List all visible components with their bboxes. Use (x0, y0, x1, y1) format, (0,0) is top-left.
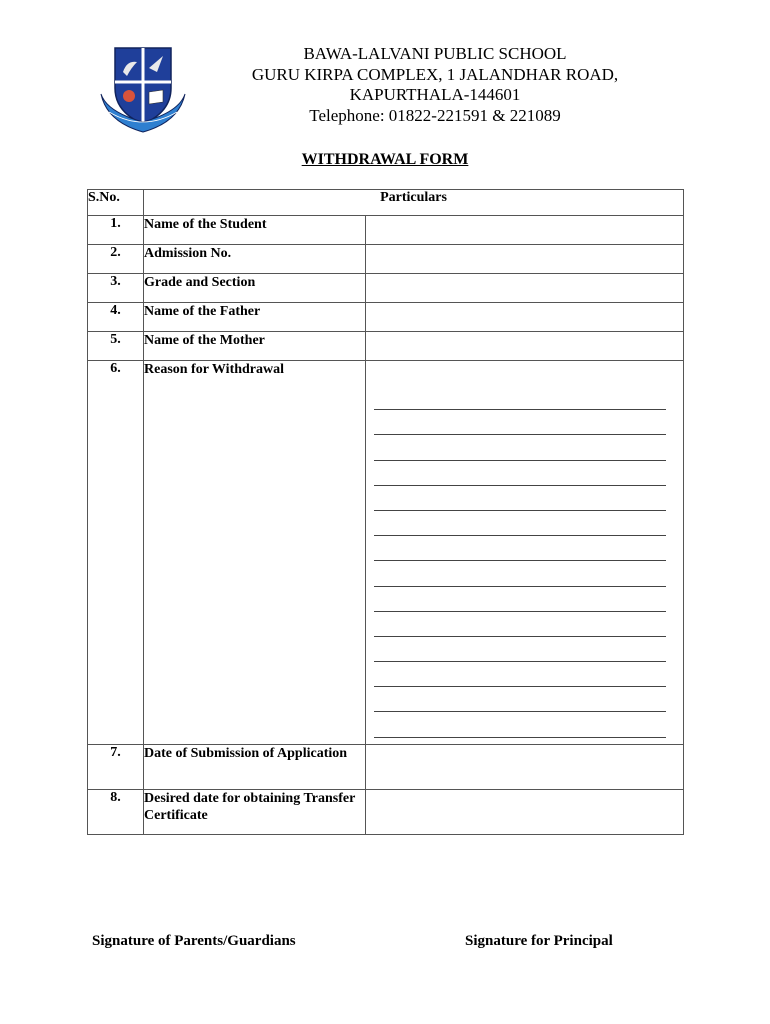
reason-writing-lines (366, 361, 683, 738)
row-number: 8. (88, 790, 144, 835)
table-row (88, 245, 684, 274)
tc-date-field[interactable] (366, 790, 684, 835)
writing-line (374, 461, 666, 486)
form-title: WITHDRAWAL FORM (301, 151, 469, 168)
table-row (88, 332, 684, 361)
row-number: 6. (88, 361, 144, 745)
writing-line (374, 511, 666, 536)
writing-line (374, 712, 666, 737)
writing-line (374, 587, 666, 612)
row-number: 7. (88, 745, 144, 790)
row-label: Name of the Mother (144, 332, 366, 361)
row-number: 2. (88, 245, 144, 274)
grade-section-field[interactable] (366, 274, 684, 303)
sno-header: S.No. (88, 190, 144, 216)
student-name-field[interactable] (366, 216, 684, 245)
father-name-field[interactable] (366, 303, 684, 332)
school-name: BAWA-LALVANI PUBLIC SCHOOL (303, 44, 567, 63)
row-number: 1. (88, 216, 144, 245)
row-label: Desired date for obtaining Transfer Certificate (144, 790, 366, 835)
table-row (88, 361, 684, 745)
table-row (88, 216, 684, 245)
writing-line (374, 637, 666, 662)
school-address-line1: GURU KIRPA COMPLEX, 1 JALANDHAR ROAD, (251, 64, 619, 84)
row-label: Date of Submission of Application (144, 745, 366, 790)
withdrawal-form-table (87, 189, 684, 835)
writing-line (374, 486, 666, 511)
admission-no-field[interactable] (366, 245, 684, 274)
writing-line (374, 435, 666, 460)
submission-date-field[interactable] (366, 745, 684, 790)
writing-line (374, 612, 666, 637)
writing-line (374, 662, 666, 687)
row-number: 4. (88, 303, 144, 332)
school-header (200, 44, 670, 126)
row-label: Name of the Father (144, 303, 366, 332)
row-label: Name of the Student (144, 216, 366, 245)
table-row (88, 303, 684, 332)
table-row (88, 790, 684, 835)
row-label: Grade and Section (144, 274, 366, 303)
writing-line (374, 687, 666, 712)
writing-line (374, 561, 666, 586)
particulars-header: Particulars (144, 190, 684, 216)
school-logo (97, 42, 189, 134)
table-row (88, 274, 684, 303)
table-row (88, 745, 684, 790)
parent-signature-label: Signature of Parents/Guardians (92, 933, 296, 949)
school-telephone: Telephone: 01822-221591 & 221089 (309, 105, 561, 125)
school-address-line2: KAPURTHALA-144601 (349, 85, 521, 104)
principal-signature-label: Signature for Principal (465, 933, 613, 949)
mother-name-field[interactable] (366, 332, 684, 361)
row-label: Reason for Withdrawal (144, 361, 366, 745)
table-header-row (88, 190, 684, 216)
row-number: 5. (88, 332, 144, 361)
writing-line (374, 385, 666, 410)
row-label: Admission No. (144, 245, 366, 274)
writing-line (374, 536, 666, 561)
reason-field[interactable] (366, 361, 684, 745)
row-number: 3. (88, 274, 144, 303)
writing-line (374, 410, 666, 435)
